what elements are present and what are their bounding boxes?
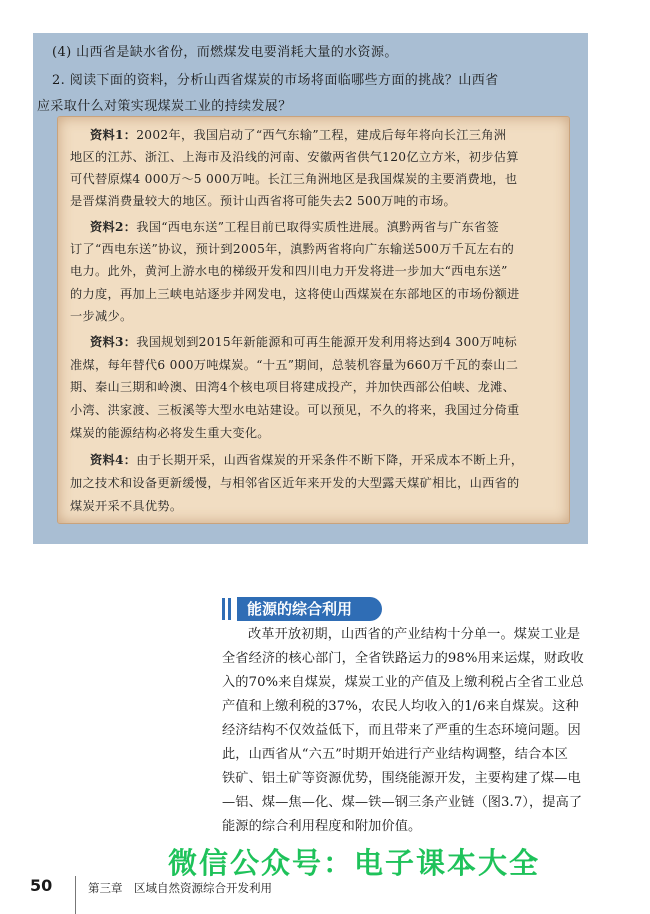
body-line-7: 铁矿、铝土矿等资源优势，围绕能源开发，主要构建了煤—电 xyxy=(222,771,581,786)
chapter-title: 第三章 区域自然资源综合开发利用 xyxy=(88,881,272,895)
material-3-line-4: 小湾、洪家渡、三板溪等大型水电站建设。可以预见，不久的将来，我国过分倚重 xyxy=(70,403,520,417)
activity-question-2-cont: 应采取什么对策实现煤炭工业的持续发展？ xyxy=(37,99,292,114)
material-3-line-1: 资料3：我国规划到2015年新能源和可再生能源开发利用将达到4 300万吨标 xyxy=(90,335,518,349)
material-2-line-5: 一步减少。 xyxy=(70,309,133,323)
footer-divider xyxy=(75,876,76,914)
material-4-line-3: 煤炭开采不具优势。 xyxy=(70,499,183,513)
material-1-line-1: 资料1：2002年，我国启动了“西气东输”工程，建成后每年将向长江三角洲 xyxy=(90,128,507,142)
material-4-line-2: 加之技术和设备更新缓慢，与相邻省区近年来开发的大型露天煤矿相比，山西省的 xyxy=(70,476,520,490)
material-2-line-3: 电力。此外，黄河上游水电的梯级开发和四川电力开发将进一步加大“西电东送” xyxy=(70,264,508,278)
body-line-5: 经济结构不仅效益低下，而且带来了严重的生态环境问题。因 xyxy=(222,723,581,738)
material-2-line-2: 订了“西电东送”协议，预计到2005年，滇黔两省将向广东输送500万千瓦左右的 xyxy=(70,242,515,256)
material-2-label: 资料2： xyxy=(90,220,137,234)
material-2-line-4: 的力度，再加上三峡电站逐步并网发电，这将使山西煤炭在东部地区的市场份额进 xyxy=(70,287,520,301)
body-line-3: 入的70%来自煤炭，煤炭工业的产值及上缴利税占全省工业总 xyxy=(222,675,584,690)
material-4-line-1: 资料4：由于长期开采，山西省煤炭的开采条件不断下降，开采成本不断上升， xyxy=(90,453,524,467)
body-line-9: 能源的综合利用程度和附加价值。 xyxy=(222,819,422,834)
body-line-1: 改革开放初期，山西省的产业结构十分单一。煤炭工业是 xyxy=(248,627,581,642)
body-line-4: 产值和上缴利税的37%，农民人均收入的1/6来自煤炭。这种 xyxy=(222,699,579,714)
material-3-line-2: 准煤，每年替代6 000万吨煤炭。“十五”期间，总装机容量为660万千瓦的泰山二 xyxy=(70,358,519,372)
material-1-line-2: 地区的江苏、浙江、上海市及沿线的河南、安徽两省供气120亿立方米，初步估算 xyxy=(70,150,519,164)
body-line-2: 全省经济的核心部门，全省铁路运力的98%用来运煤，财政收 xyxy=(222,651,584,666)
material-1-line-3: 可代替原煤4 000万～5 000万吨。长江三角洲地区是我国煤炭的主要消费地，也 xyxy=(70,172,518,186)
activity-question-2: 2. 阅读下面的资料，分析山西省煤炭的市场将面临哪些方面的挑战？山西省 xyxy=(52,73,499,88)
body-line-6: 此，山西省从“六五”时期开始进行产业结构调整，结合本区 xyxy=(222,747,568,762)
material-3-label: 资料3： xyxy=(90,335,137,349)
watermark-text: 微信公众号：电子课本大全 xyxy=(168,846,541,880)
material-3-line-5: 煤炭的能源结构必将发生重大变化。 xyxy=(70,426,270,440)
material-3-line-3: 期、秦山三期和岭澳、田湾4个核电项目将建成投产，并加快西部公伯峡、龙滩、 xyxy=(70,380,516,394)
activity-item-4: (4) 山西省是缺水省份，而燃煤发电要消耗大量的水资源。 xyxy=(52,45,398,60)
body-line-8: —铝、煤—焦—化、煤—铁—钢三条产业链（图3.7），提高了 xyxy=(222,795,583,810)
material-4-label: 资料4： xyxy=(90,453,137,467)
material-1-line-4: 是晋煤消费量较大的地区。预计山西省将可能失去2 500万吨的市场。 xyxy=(70,194,457,208)
page-number: 50 xyxy=(30,876,53,895)
section-title: 能源的综合利用 xyxy=(237,597,382,621)
heading-bars-icon xyxy=(222,598,231,620)
section-heading xyxy=(222,597,422,621)
material-1-label: 资料1： xyxy=(90,128,137,142)
material-2-line-1: 资料2：我国“西电东送”工程目前已取得实质性进展。滇黔两省与广东省签 xyxy=(90,220,499,234)
